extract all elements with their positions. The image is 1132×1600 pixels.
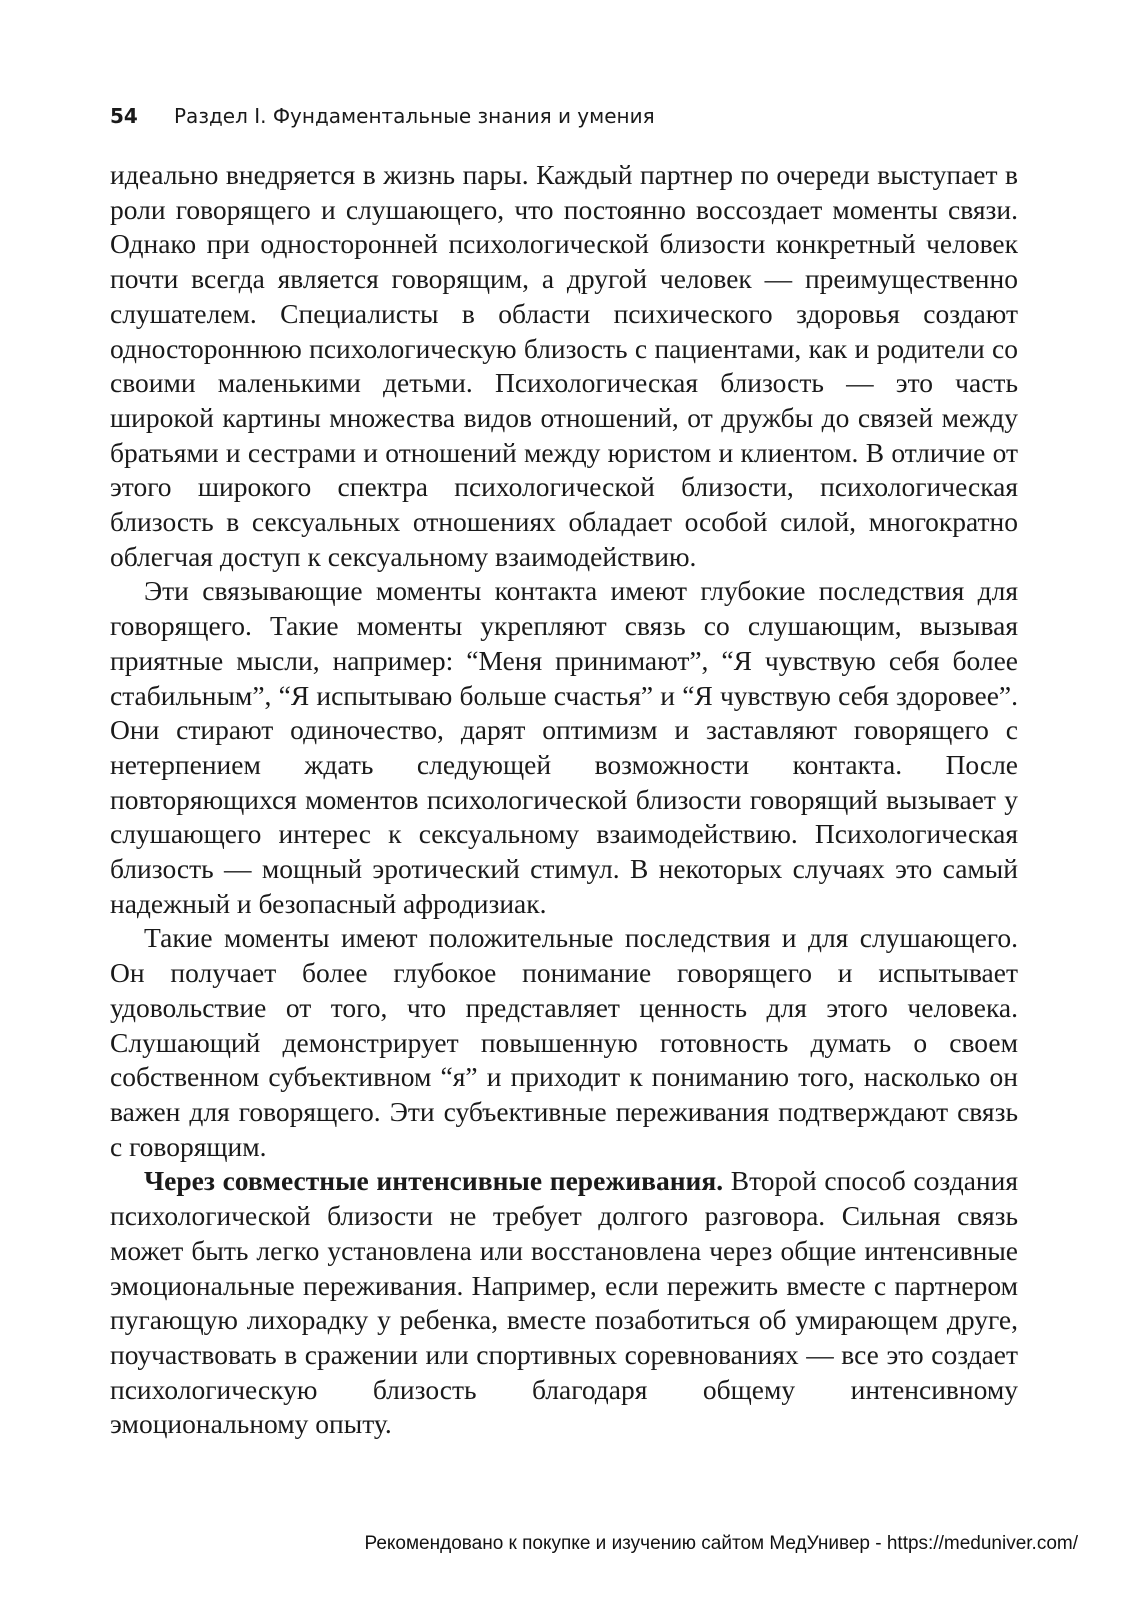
paragraph-text: Второй способ создания психологической близости не требует долгого разговора. Сильная связь может быть легко установлена или восстановлена через общие интенсивные эмоциональные переживания. Например, если пережить вместе с партнером пугающую лихорадку у ребенка, вместе позаботиться об умирающем друге, поучаствовать в сражении или спортивных соревнованиях — все это создает психологическую близость благодаря общему интенсивному эмоциональному опыту. [110, 1165, 1018, 1440]
paragraph-text: Эти связывающие моменты контакта имеют глубокие последствия для говорящего. Такие моменты укрепляют связь со слушающим, вызывая приятные мысли, например: “Меня принимают”, “Я чувствую себя более стабильным”, “Я испытываю больше счастья” и “Я чувствую себя здоровее”. Они стирают одиночество, дарят оптимизм и заставляют говорящего с нетерпением ждать следующей возможности контакта. После повторяющихся моментов психологической близости говорящий вызывает у слушающего интерес к сексуальному взаимодействию. Психологическая близость — мощный эротический стимул. В некоторых случаях это самый надежный и безопасный афродизиак. [110, 575, 1018, 919]
page-number: 54 [110, 104, 138, 128]
paragraph-3 [110, 921, 1018, 1164]
paragraph-lead-bold: Через совместные интенсивные переживания. [144, 1165, 724, 1197]
paragraph-text: идеально внедряется в жизнь пары. Каждый партнер по очереди выступает в роли говорящего и слушающего, что постоянно воссоздает моменты связи. Однако при односторонней психологической близости конкретный человек почти всегда является говорящим, а другой человек — преимущественно слушателем. Специалисты в области психического здоровья создают одностороннюю психологическую близость с пациентами, как и родители со своими маленькими детьми. Психологическая близость — это часть широкой картины множества видов отношений, от дружбы до связей между братьями и сестрами и отношений между юристом и клиентом. В отличие от этого широкого спектра психологической близости, психологическая близость в сексуальных отношениях обладает особой силой, многократно облегчая доступ к сексуальному взаимодействию. [110, 159, 1018, 572]
paragraph-4 [110, 1164, 1018, 1442]
book-page [110, 0, 1018, 1600]
paragraph-1 [110, 158, 1018, 574]
running-head [110, 100, 655, 132]
paragraph-2 [110, 574, 1018, 921]
section-title: Раздел I. Фундаментальные знания и умения [174, 104, 655, 128]
body-text [110, 158, 1018, 1442]
paragraph-text: Такие моменты имеют положительные последствия и для слушающего. Он получает более глубокое понимание говорящего и испытывает удовольствие от того, что представляет ценность для этого человека. Слушающий демонстрирует повышенную готовность думать о своем собственном субъективном “я” и приходит к пониманию того, насколько он важен для говорящего. Эти субъективные переживания подтверждают связь с говорящим. [110, 922, 1018, 1162]
footer-note: Рекомендовано к покупке и изучению сайтом МедУнивер - https://meduniver.com/ [364, 1533, 1078, 1554]
